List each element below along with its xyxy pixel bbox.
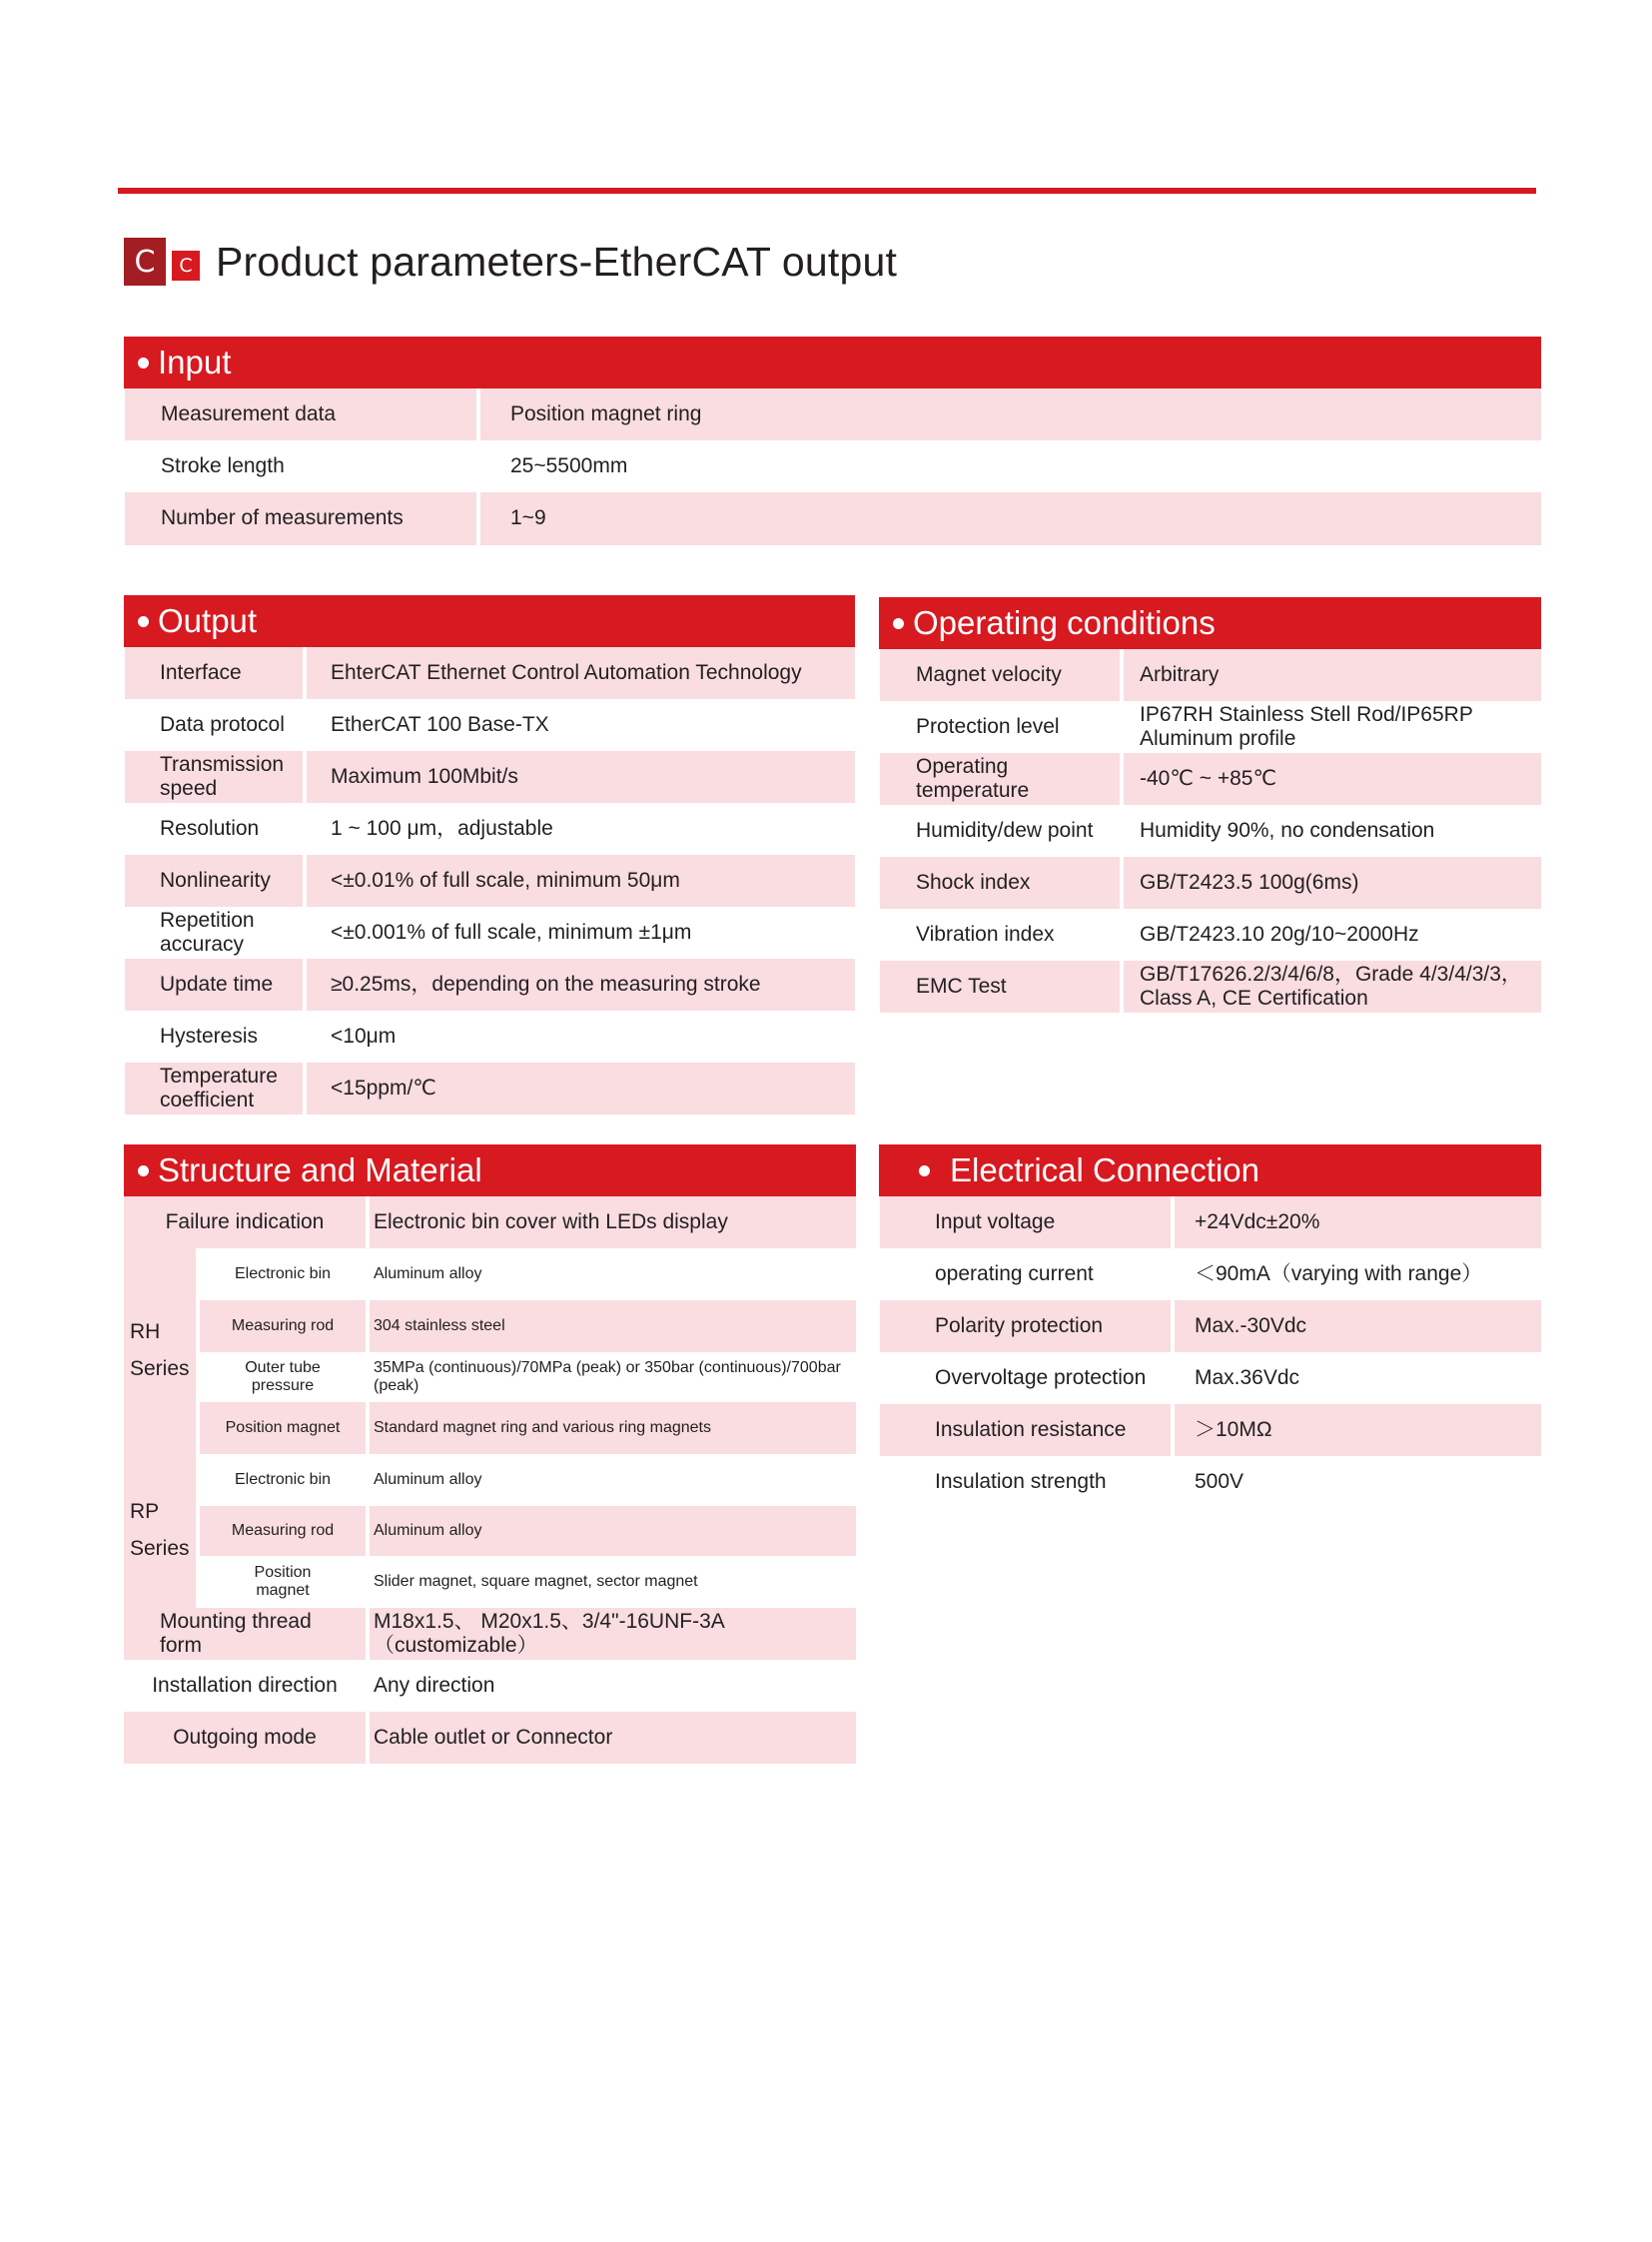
row-label: Number of measurements: [125, 492, 480, 545]
table-row: [125, 855, 855, 907]
row-label: Protection level: [880, 701, 1124, 753]
row-label: Position magnet: [200, 1402, 370, 1454]
row-label: Humidity/dew point: [880, 805, 1124, 857]
table-row: [880, 857, 1541, 909]
structure-heading-text: Structure and Material: [158, 1151, 482, 1188]
row-value: 1~9: [480, 492, 1541, 545]
table-row: [200, 1506, 856, 1556]
table-row: [125, 388, 1541, 440]
row-label: Measurement data: [125, 388, 480, 440]
electrical-heading: [879, 1144, 1541, 1196]
logo-small-letter: C: [172, 251, 200, 281]
bullet-icon: [893, 618, 904, 629]
operating-section: [879, 597, 1541, 1013]
row-label: Electronic bin: [200, 1248, 370, 1300]
row-value: EhterCAT Ethernet Control Automation Technology: [307, 647, 855, 699]
row-value: GB/T2423.5 100g(6ms): [1124, 857, 1541, 909]
table-row: [200, 1402, 856, 1454]
table-row: [125, 803, 855, 855]
row-label: Vibration index: [880, 909, 1124, 961]
electrical-heading-text: Electrical Connection: [950, 1151, 1259, 1188]
row-label: Mounting thread form: [124, 1608, 370, 1660]
rp-series-label: RP Series: [124, 1454, 200, 1608]
table-row: [125, 959, 855, 1011]
bullet-icon: [919, 1165, 930, 1176]
table-row: [124, 1196, 856, 1248]
row-label: Position magnet: [200, 1556, 370, 1608]
logo-big-letter: C: [124, 238, 166, 286]
table-row: [124, 1660, 856, 1712]
row-label: Nonlinearity: [125, 855, 307, 907]
rp-series-block: [124, 1454, 856, 1608]
row-label: Polarity protection: [880, 1300, 1175, 1352]
table-row: [124, 1712, 856, 1764]
row-value: <±0.001% of full scale, minimum ±1μm: [307, 907, 855, 959]
row-label: Failure indication: [124, 1196, 370, 1248]
row-value: Humidity 90%, no condensation: [1124, 805, 1541, 857]
row-label: Outgoing mode: [124, 1712, 370, 1764]
input-heading: [124, 337, 1541, 388]
row-value: 35MPa (continuous)/70MPa (peak) or 350bar (continuous)/700bar (peak): [370, 1352, 856, 1402]
table-row: [880, 805, 1541, 857]
row-value: Arbitrary: [1124, 649, 1541, 701]
table-row: [880, 1300, 1541, 1352]
row-label: Installation direction: [124, 1660, 370, 1712]
row-label: Temperature coefficient: [125, 1063, 307, 1115]
table-row: [880, 701, 1541, 753]
row-value: Maximum 100Mbit/s: [307, 751, 855, 803]
row-value: ≥0.25ms，depending on the measuring stroke: [307, 959, 855, 1011]
row-label: Repetition accuracy: [125, 907, 307, 959]
row-value: <10μm: [307, 1011, 855, 1063]
structure-heading: [124, 1144, 856, 1196]
row-label: Overvoltage protection: [880, 1352, 1175, 1404]
row-label: EMC Test: [880, 961, 1124, 1013]
table-row: [125, 699, 855, 751]
row-value: Aluminum alloy: [370, 1248, 856, 1300]
row-value: Max.-30Vdc: [1175, 1300, 1541, 1352]
output-section: [124, 595, 855, 1115]
table-row: [200, 1300, 856, 1352]
row-label: Data protocol: [125, 699, 307, 751]
table-row: [880, 1352, 1541, 1404]
table-row: [124, 1608, 856, 1660]
row-value: Aluminum alloy: [370, 1454, 856, 1506]
table-row: [125, 440, 1541, 492]
table-row: [125, 1011, 855, 1063]
row-label: Update time: [125, 959, 307, 1011]
table-row: [125, 492, 1541, 545]
row-value: 1 ~ 100 μm，adjustable: [307, 803, 855, 855]
row-value: Aluminum alloy: [370, 1506, 856, 1556]
row-label: Shock index: [880, 857, 1124, 909]
row-value: IP67RH Stainless Stell Rod/IP65RP Aluminum profile: [1124, 701, 1541, 753]
row-value: Slider magnet, square magnet, sector magnet: [370, 1556, 856, 1608]
row-label: Measuring rod: [200, 1300, 370, 1352]
table-row: [880, 1248, 1541, 1300]
row-value: 304 stainless steel: [370, 1300, 856, 1352]
row-value: <±0.01% of full scale, minimum 50μm: [307, 855, 855, 907]
table-row: [200, 1454, 856, 1506]
row-value: 500V: [1175, 1456, 1541, 1508]
operating-heading: [879, 597, 1541, 649]
operating-heading-text: Operating conditions: [913, 604, 1216, 641]
row-value: Position magnet ring: [480, 388, 1541, 440]
row-label: Magnet velocity: [880, 649, 1124, 701]
table-row: [125, 907, 855, 959]
output-heading: [124, 595, 855, 647]
row-value: ＜90mA（varying with range）: [1175, 1248, 1541, 1300]
table-row: [125, 751, 855, 803]
table-row: [880, 961, 1541, 1013]
row-value: Electronic bin cover with LEDs display: [370, 1196, 856, 1248]
table-row: [200, 1352, 856, 1402]
page-header: [124, 236, 897, 288]
row-label: Operating temperature: [880, 753, 1124, 805]
row-value: ＞10MΩ: [1175, 1404, 1541, 1456]
structure-section: [124, 1144, 856, 1764]
row-label: Insulation resistance: [880, 1404, 1175, 1456]
table-row: [880, 1456, 1541, 1508]
row-value: <15ppm/℃: [307, 1063, 855, 1115]
row-label: Input voltage: [880, 1196, 1175, 1248]
row-value: Max.36Vdc: [1175, 1352, 1541, 1404]
table-row: [125, 1063, 855, 1115]
input-section: [124, 337, 1541, 545]
row-label: Stroke length: [125, 440, 480, 492]
output-heading-text: Output: [158, 602, 258, 639]
row-label: Outer tube pressure: [200, 1352, 370, 1402]
rh-series-block: [124, 1248, 856, 1454]
row-label: Resolution: [125, 803, 307, 855]
table-row: [125, 647, 855, 699]
row-value: Any direction: [370, 1660, 856, 1712]
table-row: [880, 1404, 1541, 1456]
row-value: EtherCAT 100 Base-TX: [307, 699, 855, 751]
row-value: 25~5500mm: [480, 440, 1541, 492]
row-value: -40℃ ~ +85℃: [1124, 753, 1541, 805]
table-row: [880, 1196, 1541, 1248]
row-label: Insulation strength: [880, 1456, 1175, 1508]
rh-series-label: RH Series: [124, 1248, 200, 1454]
row-value: M18x1.5、 M20x1.5、3/4"-16UNF-3A （customizable）: [370, 1608, 856, 1660]
bullet-icon: [138, 616, 149, 627]
row-value: Standard magnet ring and various ring magnets: [370, 1402, 856, 1454]
page-title: Product parameters-EtherCAT output: [216, 238, 898, 285]
top-rule: [118, 188, 1536, 194]
table-row: [880, 753, 1541, 805]
input-heading-text: Input: [158, 344, 232, 380]
row-label: Electronic bin: [200, 1454, 370, 1506]
row-value: GB/T2423.10 20g/10~2000Hz: [1124, 909, 1541, 961]
table-row: [200, 1556, 856, 1608]
bullet-icon: [138, 1165, 149, 1176]
row-label: Transmission speed: [125, 751, 307, 803]
row-label: operating current: [880, 1248, 1175, 1300]
bullet-icon: [138, 358, 149, 369]
table-row: [200, 1248, 856, 1300]
table-row: [880, 909, 1541, 961]
brand-logo: [124, 238, 200, 286]
row-value: Cable outlet or Connector: [370, 1712, 856, 1764]
row-label: Hysteresis: [125, 1011, 307, 1063]
row-label: Measuring rod: [200, 1506, 370, 1556]
row-label: Interface: [125, 647, 307, 699]
electrical-section: [879, 1144, 1541, 1508]
table-row: [880, 649, 1541, 701]
row-value: +24Vdc±20%: [1175, 1196, 1541, 1248]
row-value: GB/T17626.2/3/4/6/8，Grade 4/3/4/3/3，Class A, CE Certification: [1124, 961, 1541, 1013]
